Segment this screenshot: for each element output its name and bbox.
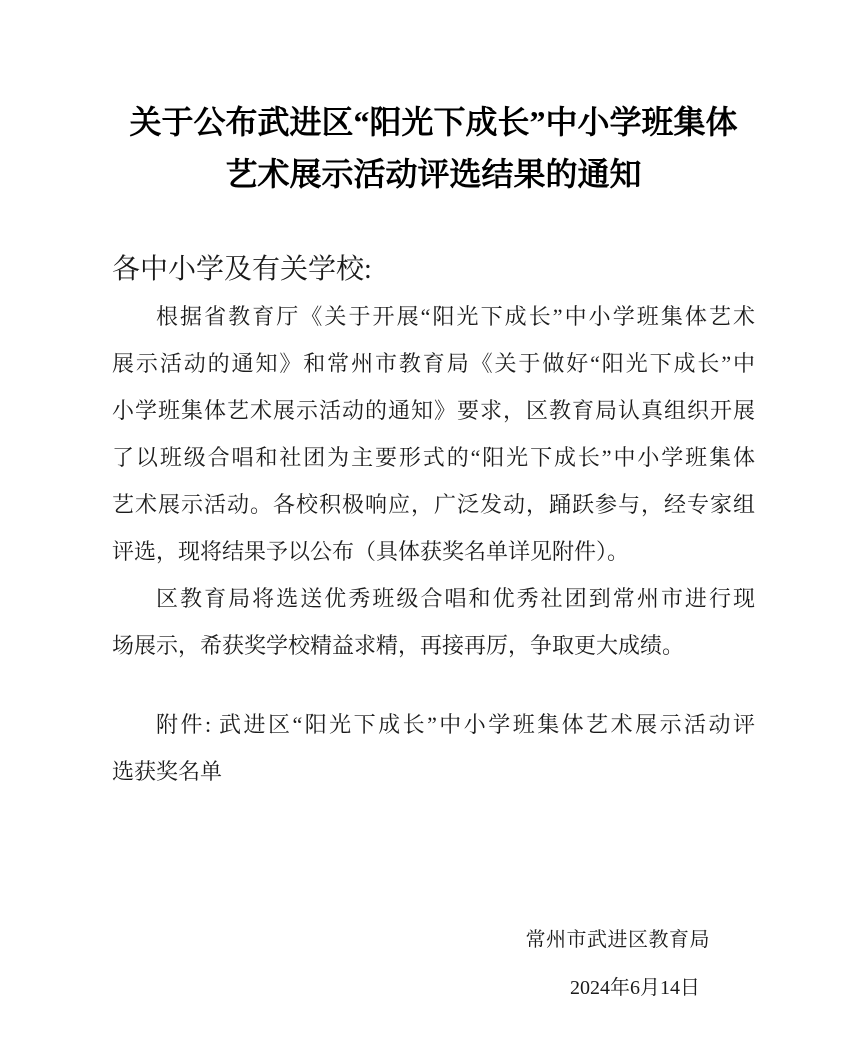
salutation: 各中小学及有关学校: [112, 254, 372, 285]
paragraph-1 [112, 293, 755, 575]
paragraph-1-line-3: 小学班集体艺术展示活动的通知》要求，区教育局认真组织开展 [112, 398, 755, 423]
issue-date: 2024年6月14日 [570, 977, 700, 999]
attachment-line-2: 选获奖名单 [112, 759, 223, 784]
document-title-line-1: 关于公布武进区“阳光下成长”中小学班集体 [129, 104, 738, 140]
document-title-line-2: 艺术展示活动评选结果的通知 [225, 156, 642, 192]
paragraph-1-line-1: 根据省教育厅《关于开展“阳光下成长”中小学班集体艺术 [156, 304, 755, 329]
attachment-line-1: 附件: 武进区“阳光下成长”中小学班集体艺术展示活动评 [156, 712, 755, 737]
paragraph-2-line-2: 场展示，希获奖学校精益求精，再接再厉，争取更大成绩。 [112, 633, 685, 658]
signature-block [112, 916, 755, 1012]
attachment-note [112, 701, 755, 795]
paragraph-1-line-2: 展示活动的通知》和常州市教育局《关于做好“阳光下成长”中 [112, 351, 755, 376]
paragraph-1-line-5: 艺术展示活动。各校积极响应，广泛发动，踊跃参与，经专家组 [112, 492, 755, 517]
document-title [112, 96, 755, 200]
paragraph-1-line-4: 了以班级合唱和社团为主要形式的“阳光下成长”中小学班集体 [112, 445, 755, 470]
paragraph-2-line-1: 区教育局将选送优秀班级合唱和优秀社团到常州市进行现 [156, 586, 755, 611]
issuing-authority: 常州市武进区教育局 [525, 929, 710, 951]
paragraph-2 [112, 575, 755, 669]
paragraph-1-line-6: 评选，现将结果予以公布（具体获奖名单详见附件）。 [112, 539, 630, 564]
